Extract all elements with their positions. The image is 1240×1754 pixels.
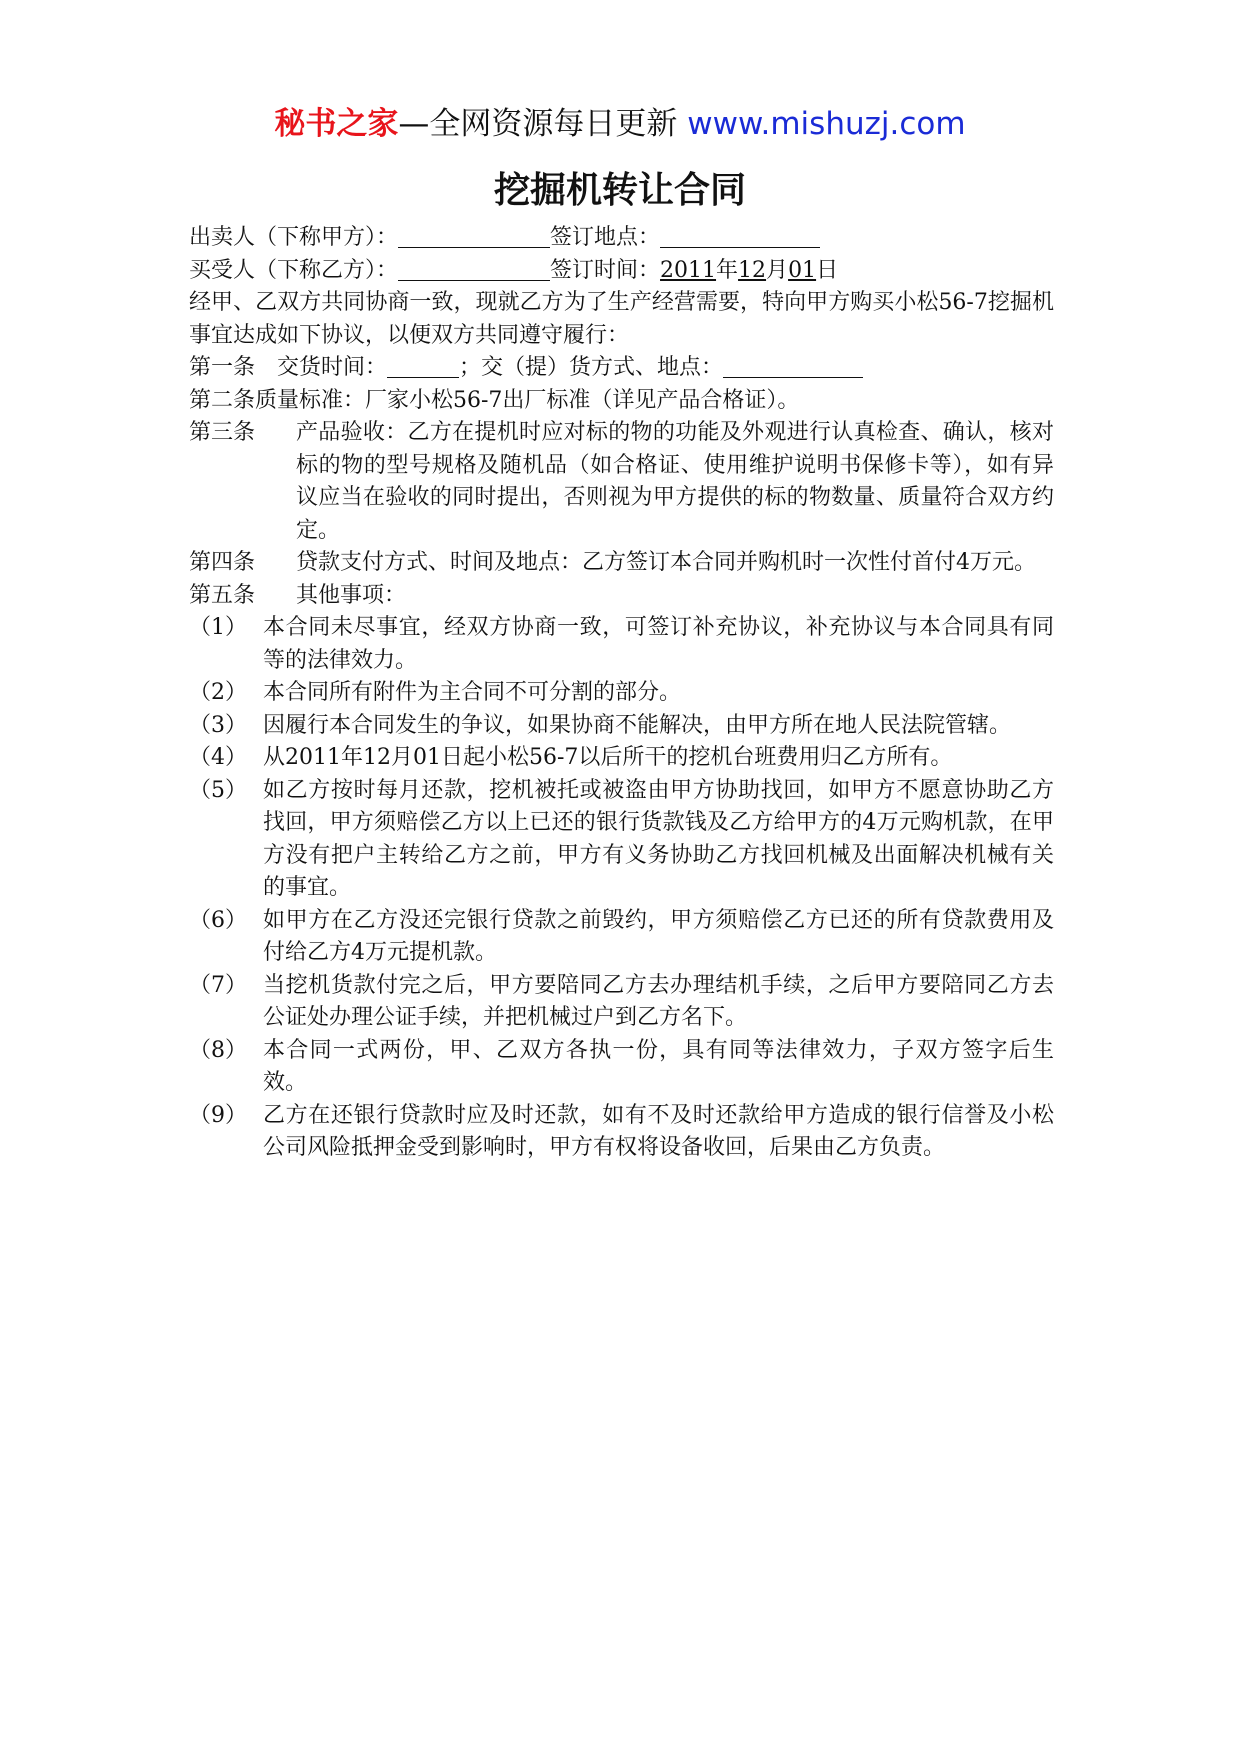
article-2: 第二条质量标准：厂家小松56-7出厂标准（详见产品合格证）。: [189, 387, 800, 413]
item-number: （9）: [189, 1102, 247, 1128]
delivery-place-blank: [723, 353, 863, 378]
buyer-line: [189, 255, 1054, 288]
month-unit: 月: [766, 257, 789, 283]
site-banner: [0, 102, 1240, 146]
list-item: [189, 612, 1054, 677]
list-item: [189, 1035, 1054, 1100]
item-number: （8）: [189, 1037, 247, 1063]
time-label: 签订时间：: [550, 257, 661, 283]
list-item: [189, 775, 1054, 905]
document-title: 挖掘机转让合同: [493, 170, 746, 211]
list-item: [189, 905, 1054, 970]
article-number: 第五条: [189, 582, 256, 608]
item-text: 当挖机货款付完之后，甲方要陪同乙方去办理结机手续，之后甲方要陪同乙方去公证处办理公证手续，并把机械过户到乙方名下。: [263, 972, 1054, 1030]
article-5: [189, 580, 1054, 613]
article-text: 其他事项：: [296, 582, 407, 608]
seller-label: 出卖人（下称甲方）：: [189, 225, 399, 250]
item-text: 本合同未尽事宜，经双方协商一致，可签订补充协议，补充协议与本合同具有同等的法律效力。: [263, 615, 1054, 673]
article-1: [189, 352, 1054, 385]
item-number: （2）: [189, 680, 247, 705]
list-item: [189, 1100, 1054, 1165]
item-number: （3）: [189, 712, 247, 738]
article-3: [189, 417, 1054, 547]
contract-body: [189, 222, 1054, 1165]
seller-line: [189, 222, 1054, 255]
article-number: 第三条: [189, 420, 256, 445]
item-text: 如乙方按时每月还款，挖机被托或被盗由甲方协助找回，如甲方不愿意协助乙方找回，甲方须赔偿乙方以上已还的银行货款钱及乙方给甲方的4万元购机款，在甲方没有把户主转给乙方之前，甲方有义务协助乙方找回机械及出面解决机械有关的事宜。: [263, 777, 1054, 900]
article-4: [189, 547, 1054, 580]
place-blank: [660, 223, 820, 248]
article-number: 第四条: [189, 550, 256, 575]
item-number: （4）: [189, 745, 247, 770]
day-unit: 日: [816, 257, 839, 283]
article-1-label: 第一条 交货时间：: [189, 355, 388, 380]
item-number: （6）: [189, 907, 247, 933]
item-number: （1）: [189, 615, 247, 640]
banner-url-link[interactable]: www.mishuzj.com: [687, 106, 966, 142]
item-number: （7）: [189, 972, 247, 998]
item-text: 本合同所有附件为主合同不可分割的部分。: [263, 680, 682, 705]
place-label: 签订地点：: [550, 225, 661, 250]
sign-year: 2011: [660, 257, 717, 283]
sign-month: 12: [738, 257, 767, 283]
list-item: [189, 742, 1054, 775]
buyer-blank: [398, 256, 550, 281]
sign-day: 01: [788, 257, 817, 283]
item-text: 乙方在还银行贷款时应及时还款，如有不及时还款给甲方造成的银行信誉及小松公司风险抵押金受到影响时，甲方有权将设备收回，后果由乙方负责。: [263, 1102, 1054, 1160]
banner-brand: 秘书之家: [274, 106, 399, 142]
item-text: 本合同一式两份，甲、乙双方各执一份，具有同等法律效力，子双方签字后生效。: [263, 1037, 1054, 1095]
list-item: [189, 970, 1054, 1035]
intro-paragraph: 经甲、乙双方共同协商一致，现就乙方为了生产经营需要，特向甲方购买小松56-7挖掘机事宜达成如下协议，以便双方共同遵守履行：: [189, 290, 1054, 348]
seller-blank: [398, 223, 550, 248]
delivery-time-blank: [387, 353, 459, 378]
item-number: （5）: [189, 777, 247, 803]
article-text: 贷款支付方式、时间及地点：乙方签订本合同并购机时一次性付首付4万元。: [296, 550, 1036, 575]
article-1-mid: ；交（提）货方式、地点：: [459, 355, 724, 380]
article-text: 产品验收：乙方在提机时应对标的物的功能及外观进行认真检查、确认，核对标的物的型号规格及随机品（如合格证、使用维护说明书保修卡等），如有异议应当在验收的同时提出，否则视为甲方提供的标的物数量、质量符合双方约定。: [296, 420, 1054, 543]
list-item: [189, 677, 1054, 710]
buyer-label: 买受人（下称乙方）：: [189, 257, 399, 283]
item-text: 从2011年12月01日起小松56-7以后所干的挖机台班费用归乙方所有。: [263, 745, 953, 770]
year-unit: 年: [716, 257, 739, 283]
item-text: 因履行本合同发生的争议，如果协商不能解决，由甲方所在地人民法院管辖。: [263, 712, 1012, 738]
list-item: [189, 710, 1054, 743]
banner-slogan: —全网资源每日更新: [398, 106, 678, 142]
item-text: 如甲方在乙方没还完银行贷款之前毁约，甲方须赔偿乙方已还的所有贷款费用及付给乙方4万元提机款。: [263, 907, 1054, 965]
